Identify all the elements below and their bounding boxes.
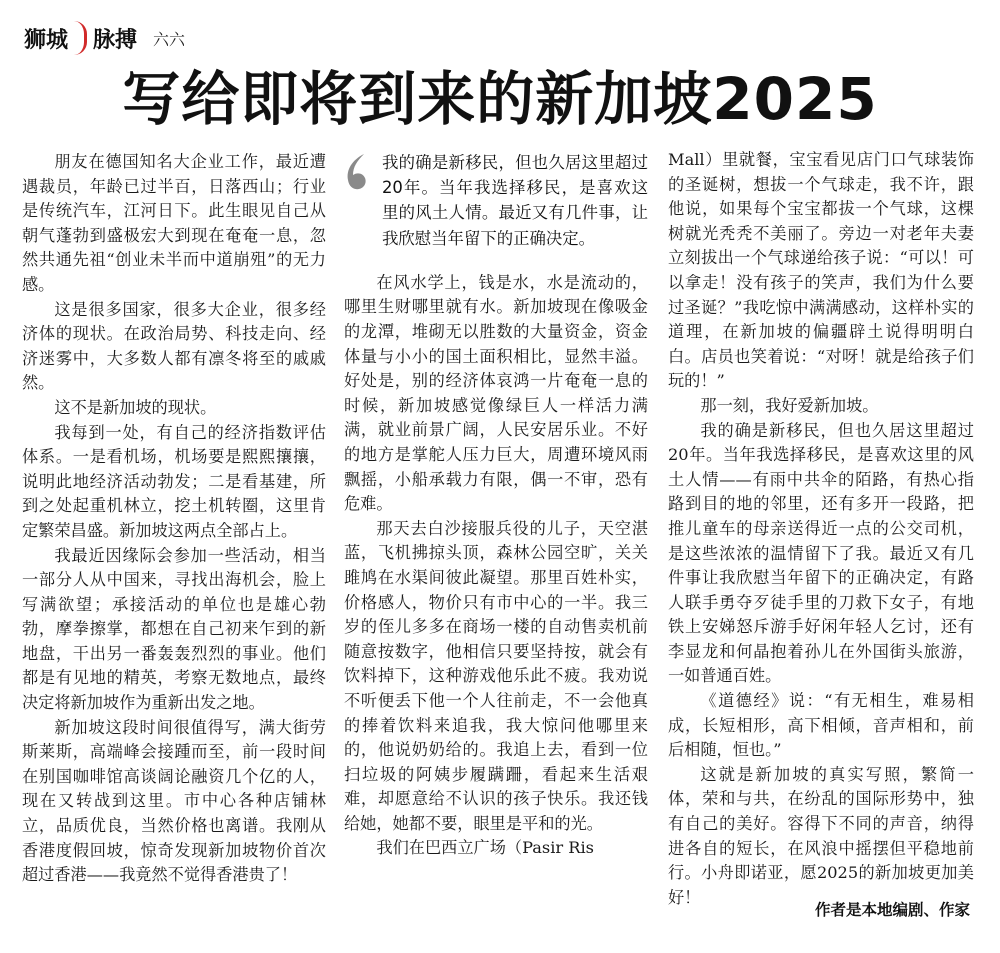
article-column-3 (668, 148, 974, 910)
quote-mark-icon (344, 152, 370, 192)
section-name-right: 脉搏 (93, 27, 138, 53)
paragraph: 在风水学上，钱是水，水是流动的，哪里生财哪里就有水。新加坡现在像吸金的龙潭，堆砌无以胜数的大量资金，资金体量与小小的国土面积相比，显然丰溢。好处是，别的经济体哀鸿一片奄奄一息的时候，新加坡感觉像绿巨人一样活力满满，就业前景广阔，人民安居乐业。不好的地方是掌舵人压力巨大，周遭环境风雨飘摇，小船承载力有限，偶一不审，恐有危难。 (344, 272, 648, 514)
paragraph: 那天去白沙接服兵役的儿子，天空湛蓝，飞机拂掠头顶，森林公园空旷，关关雎鸠在水渠间彼此凝望。那里百姓朴实，价格感人，物价只有市中心的一半。我三岁的侄儿多多在商场一楼的自动售卖机前随意按数字，他相信只要坚持按，就会有饮料掉下，这种游戏他乐此不疲。我劝说不听便丢下他一个人往前走，不一会他真的捧着饮料来追我，我大惊问他哪里来的，他说奶奶给的。我追上去，看到一位扫垃圾的阿姨步履蹒跚，看起来生活艰难，却愿意给不认识的孩子快乐。我还钱给她，她都不要，眼里是平和的光。 (344, 518, 648, 833)
paragraph-continued: Mall）里就餐，宝宝看见店门口气球装饰的圣诞树，想拔一个气球走，我不许，跟他说，如果每个宝宝都拔一个气球，这棵树就光秃秃不美丽了。旁边一对老年夫妻立刻拔出一个气球递给孩子说：“可以！可以拿走！没有孩子的笑声，我们为什么要过圣诞？”我吃惊中满满感动，这样朴实的道理，在新加坡的偏疆辟土说得明明白白。店员也笑着说：“对呀！就是给孩子们玩的！” (668, 150, 974, 391)
section-name-left: 狮城 (24, 27, 69, 53)
paragraph: 新加坡这段时间很值得写，满大街劳斯莱斯，高端峰会接踵而至，前一段时间在别国咖啡馆高谈阔论融资几个亿的人，现在又转战到这里。市中心各种店铺林立，品质优良，当然价格也离谱。我刚从香港度假回坡，惊奇发现新加坡物价首次超过香港——我竟然不觉得香港贵了！ (22, 717, 326, 885)
paragraph: 这是很多国家，很多大企业，很多经济体的现状。在政治局势、科技走向、经济迷雾中，大多数人都有凛冬将至的戚戚然。 (22, 299, 326, 393)
paragraph: 我的确是新移民，但也久居这里超过20年。当年我选择移民，是喜欢这里的风土人情——有雨中共伞的陌路，有热心指路到目的地的邻里，还有多开一段路，把推儿童车的母亲送得近一点的公交司机，是这些浓浓的温情留下了我。最近又有几件事让我欣慰当年留下的正确决定，有路人联手勇夺歹徒手里的刀救下女子，有地铁上安娣怒斥游手好闲年轻人乞讨，还有李显龙和何晶抱着孙儿在外国街头旅游，一如普通百姓。 (668, 420, 974, 686)
article-column-1 (22, 150, 326, 888)
headline: 写给即将到来的新加坡2025 (122, 65, 878, 133)
paragraph: 这不是新加坡的现状。 (54, 397, 217, 417)
masthead (24, 20, 185, 56)
paragraph: 朋友在德国知名大企业工作，最近遭遇裁员，年龄已过半百，日落西山；行业是传统汽车，江河日下。此生眼见自己从朝气蓬勃到盛极宏大到现在奄奄一息，忽然共通先祖“创业未半而中道崩殂”的无力感。 (22, 152, 326, 294)
paragraph: 那一刻，我好爱新加坡。 (700, 395, 879, 415)
article-column-2 (344, 150, 648, 861)
paragraph: 这就是新加坡的真实写照，繁简一体，荣和与共，在纷乱的国际形势中，独有自己的美好。容得下不同的声音，纳得进各自的短长，在风浪中摇摆但平稳地前行。小舟即诺亚，愿2025的新加坡更加美好！ (668, 764, 974, 907)
paragraph: 《道德经》说：“有无相生，难易相成，长短相形，高下相倾，音声相和，前后相随，恒也。” (668, 691, 974, 760)
column-author: 六六 (153, 29, 186, 49)
section-divider-icon (74, 21, 87, 55)
pullquote (344, 150, 648, 251)
paragraph: 我最近因缘际会参加一些活动，相当一部分人从中国来，寻找出海机会，脸上写满欲望；承接活动的单位也是雄心勃勃，摩拳擦掌，都想在自己初来乍到的新地盘，干出另一番轰轰烈烈的事业。他们都是有见地的精英，考察无数地点，最终决定将新加坡作为重新出发之地。 (22, 545, 326, 713)
paragraph: 我们在巴西立广场（Pasir Ris (376, 838, 594, 858)
paragraph: 我每到一处，有自己的经济指数评估体系。一是看机场，机场要是熙熙攘攘，说明此地经济活动勃发；二是看基建，所到之处起重机林立，挖土机转圈，这里肯定繁荣昌盛。新加坡这两点全部占上。 (22, 422, 326, 540)
pullquote-text: 我的确是新移民，但也久居这里超过20年。当年我选择移民，是喜欢这里的风土人情。最近又有几件事，让我欣慰当年留下的正确决定。 (382, 153, 648, 248)
author-credit: 作者是本地编剧、作家 (814, 901, 970, 919)
